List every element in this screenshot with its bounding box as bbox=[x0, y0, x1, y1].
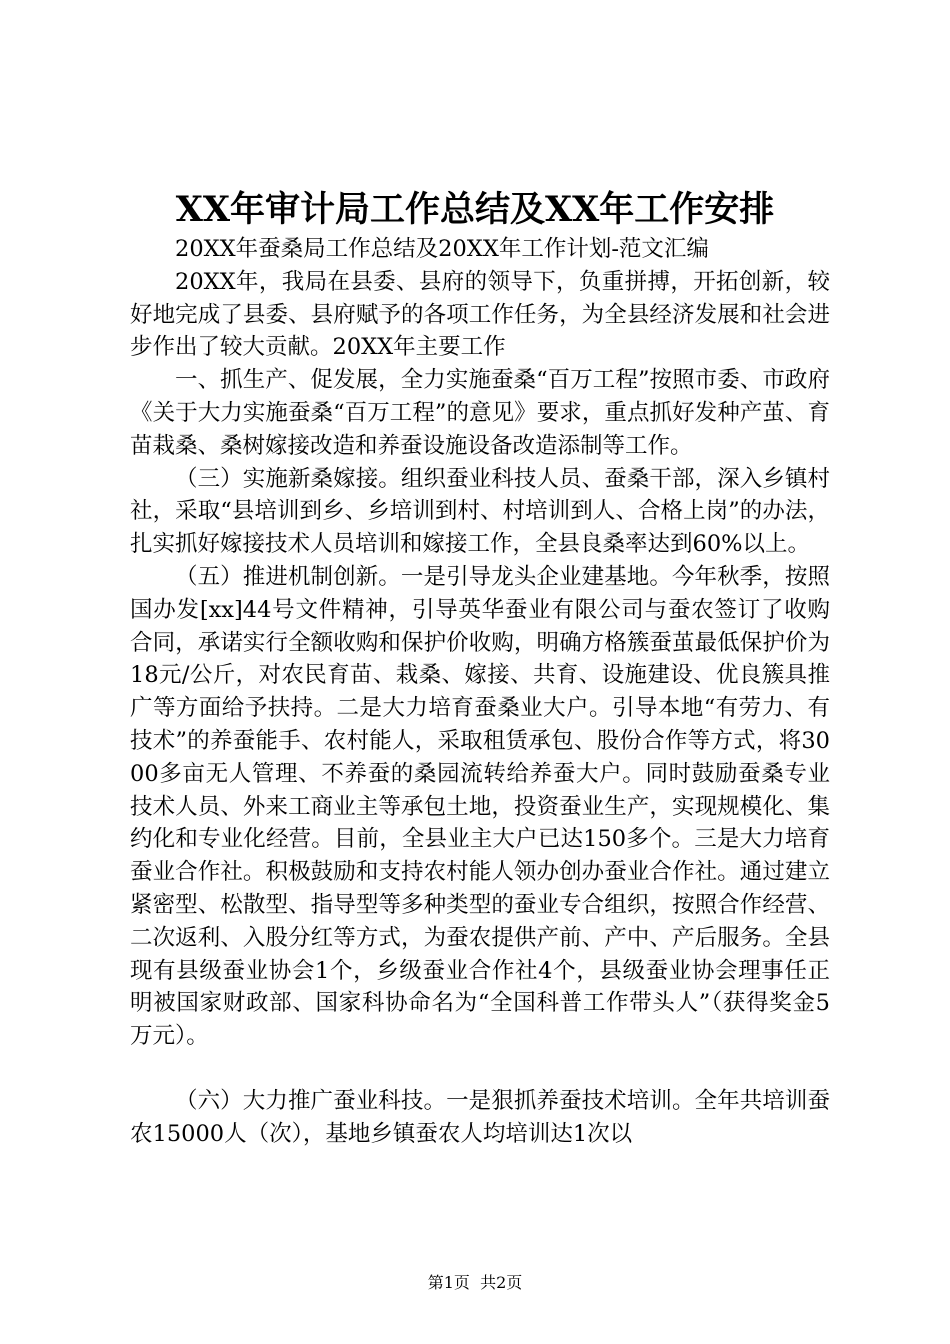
document-body bbox=[130, 233, 830, 1151]
page-number-footer: 第1页 共2页 bbox=[427, 1273, 523, 1292]
paragraph-section-five: （五）推进机制创新。一是引导龙头企业建基地。今年秋季，按照国办发[xx]44号文件精神，引导英华蚕业有限公司与蚕农签订了收购合同，承诺实行全额收购和保护价收购，明确方格簇蚕茧最低保护价为18元/公斤，对农民育苗、栽桑、嫁接、共育、设施建设、优良簇具推广等方面给予扶持。二是大力培育蚕桑业大户。引导本地“有劳力、有技术”的养蚕能手、农村能人，采取租赁承包、股份合作等方式，将3000多亩无人管理、不养蚕的桑园流转给养蚕大户。同时鼓励蚕桑专业技术人员、外来工商业主等承包土地，投资蚕业生产，实现规模化、集约化和专业化经营。目前，全县业主大户已达150多个。三是大力培育蚕业合作社。积极鼓励和支持农村能人领办创办蚕业合作社。通过建立紧密型、松散型、指导型等多种类型的蚕业专合组织，按照合作经营、二次返利、入股分红等方式，为蚕农提供产前、产中、产后服务。全县现有县级蚕业协会1个，乡级蚕业合作社4个，县级蚕业协会理事任正明被国家财政部、国家科协命名为“全国科普工作带头人”（获得奖金5万元）。 bbox=[130, 563, 830, 1050]
paragraph-section-one: 一、抓生产、促发展，全力实施蚕桑“百万工程”按照市委、市政府《关于大力实施蚕桑“百万工程”的意见》要求，重点抓好发种产茧、育苗栽桑、桑树嫁接改造和养蚕设施设备改造添制等工作。 bbox=[130, 367, 830, 459]
paragraph-section-three: （三）实施新桑嫁接。组织蚕业科技人员、蚕桑干部，深入乡镇村社，采取“县培训到乡、乡培训到村、村培训到人、合格上岗”的办法，扎实抓好嫁接技术人员培训和嫁接工作，全县良桑率达到60%以上。 bbox=[130, 465, 830, 558]
paragraph-intro: 20XX年，我局在县委、县府的领导下，负重拼搏，开拓创新，较好地完成了县委、县府赋予的各项工作任务，为全县经济发展和社会进步作出了较大贡献。20XX年主要工作 bbox=[130, 268, 830, 361]
paragraph-subtitle: 20XX年蚕桑局工作总结及20XX年工作计划-范文汇编 bbox=[175, 236, 709, 262]
paragraph-section-six: （六）大力推广蚕业科技。一是狠抓养蚕技术培训。全年共培训蚕农15000人（次），基地乡镇蚕农人均培训达1次以 bbox=[130, 1087, 830, 1147]
document-title: XX年审计局工作总结及XX年工作安排 bbox=[175, 189, 775, 230]
